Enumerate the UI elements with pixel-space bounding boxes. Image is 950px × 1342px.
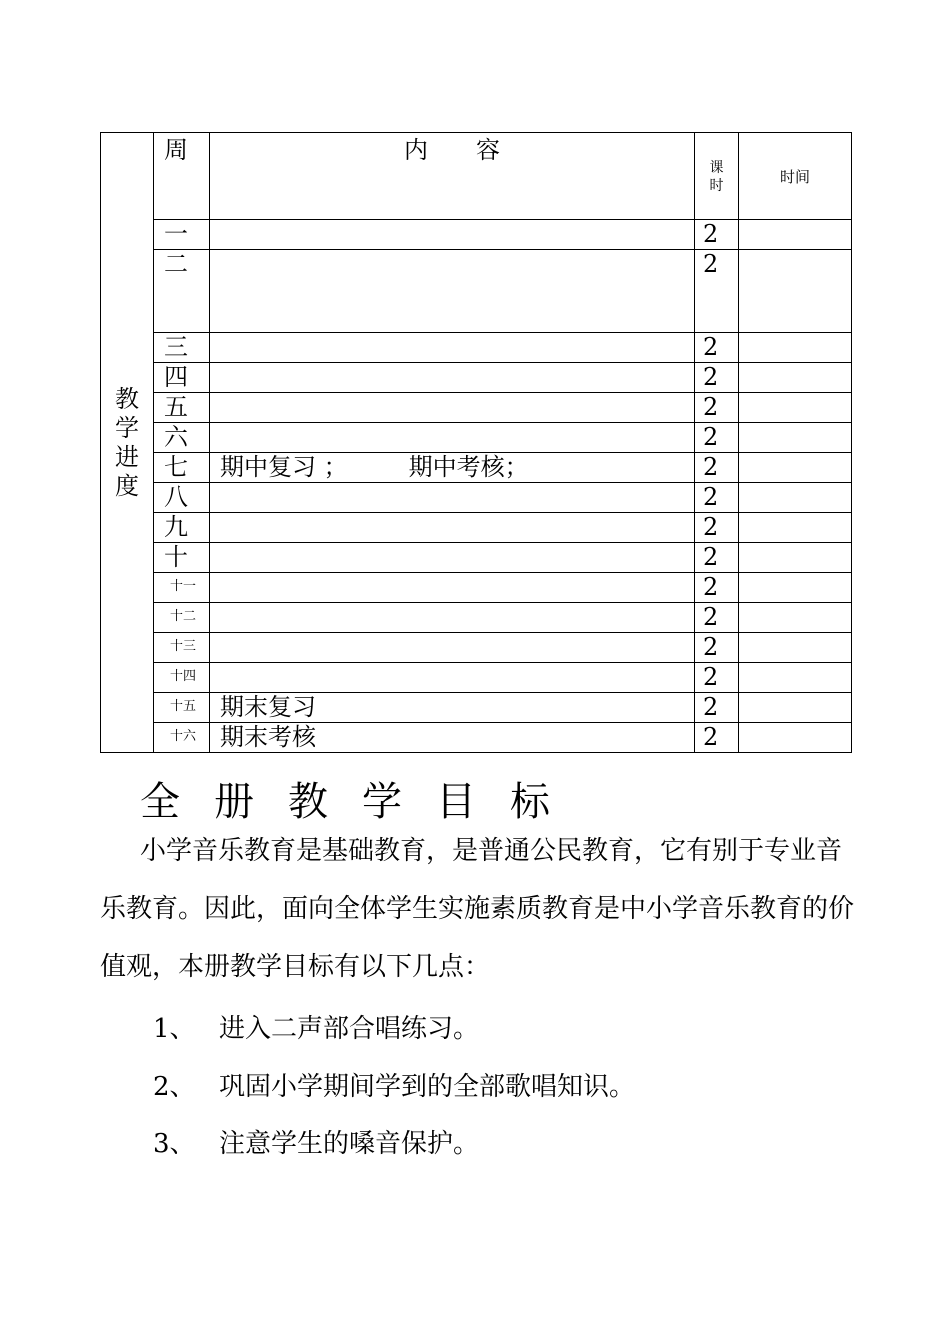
list-item: [153, 1123, 479, 1160]
list-item-number: 1、: [153, 1014, 196, 1044]
header-hours: 课 时: [695, 133, 739, 220]
intro-paragraph: 小学音乐教育是基础教育，是普通公民教育，它有别于专业音乐教育。因此，面向全体学生实施素质教育是中小学音乐教育的价值观，本册教学目标有以下几点：: [100, 836, 855, 982]
table-row: 九 2: [101, 513, 852, 543]
table-row: 三 2: [101, 333, 852, 363]
table-row: 七 期中复习 ； 期中考核； 2: [101, 453, 852, 483]
list-item-text: 进入二声部合唱练习。: [219, 1014, 480, 1044]
list-item-number: 3、: [153, 1129, 196, 1159]
table-row: 五 2: [101, 393, 852, 423]
list-item-text: 巩固小学期间学到的全部歌唱知识。: [219, 1072, 636, 1102]
list-item: [153, 1066, 635, 1103]
schedule-table: [100, 132, 852, 753]
list-item: [153, 1008, 479, 1045]
table-row: 十三 2: [101, 633, 852, 663]
table-row: 六 2: [101, 423, 852, 453]
table-row: 八 2: [101, 483, 852, 513]
header-week: 周: [154, 133, 210, 220]
table-header-row: [101, 133, 852, 220]
list-item-number: 2、: [153, 1072, 196, 1102]
list-item-text: 注意学生的嗓音保护。: [219, 1129, 480, 1159]
side-label: 教 学 进 度: [101, 133, 154, 753]
table-row: 十五 期末复习 2: [101, 693, 852, 723]
header-content: 内 容: [210, 133, 695, 220]
table-row: 十四 2: [101, 663, 852, 693]
table-row: 十二 2: [101, 603, 852, 633]
section-title: 全册教学目标: [140, 779, 584, 825]
table-row: 十六 期末考核 2: [101, 723, 852, 753]
table-row: 四 2: [101, 363, 852, 393]
header-time: 时间: [739, 133, 852, 220]
table-row: 十 2: [101, 543, 852, 573]
table-row: 十一 2: [101, 573, 852, 603]
table-row: 二 2: [101, 250, 852, 333]
table-row: 一 2: [101, 220, 852, 250]
